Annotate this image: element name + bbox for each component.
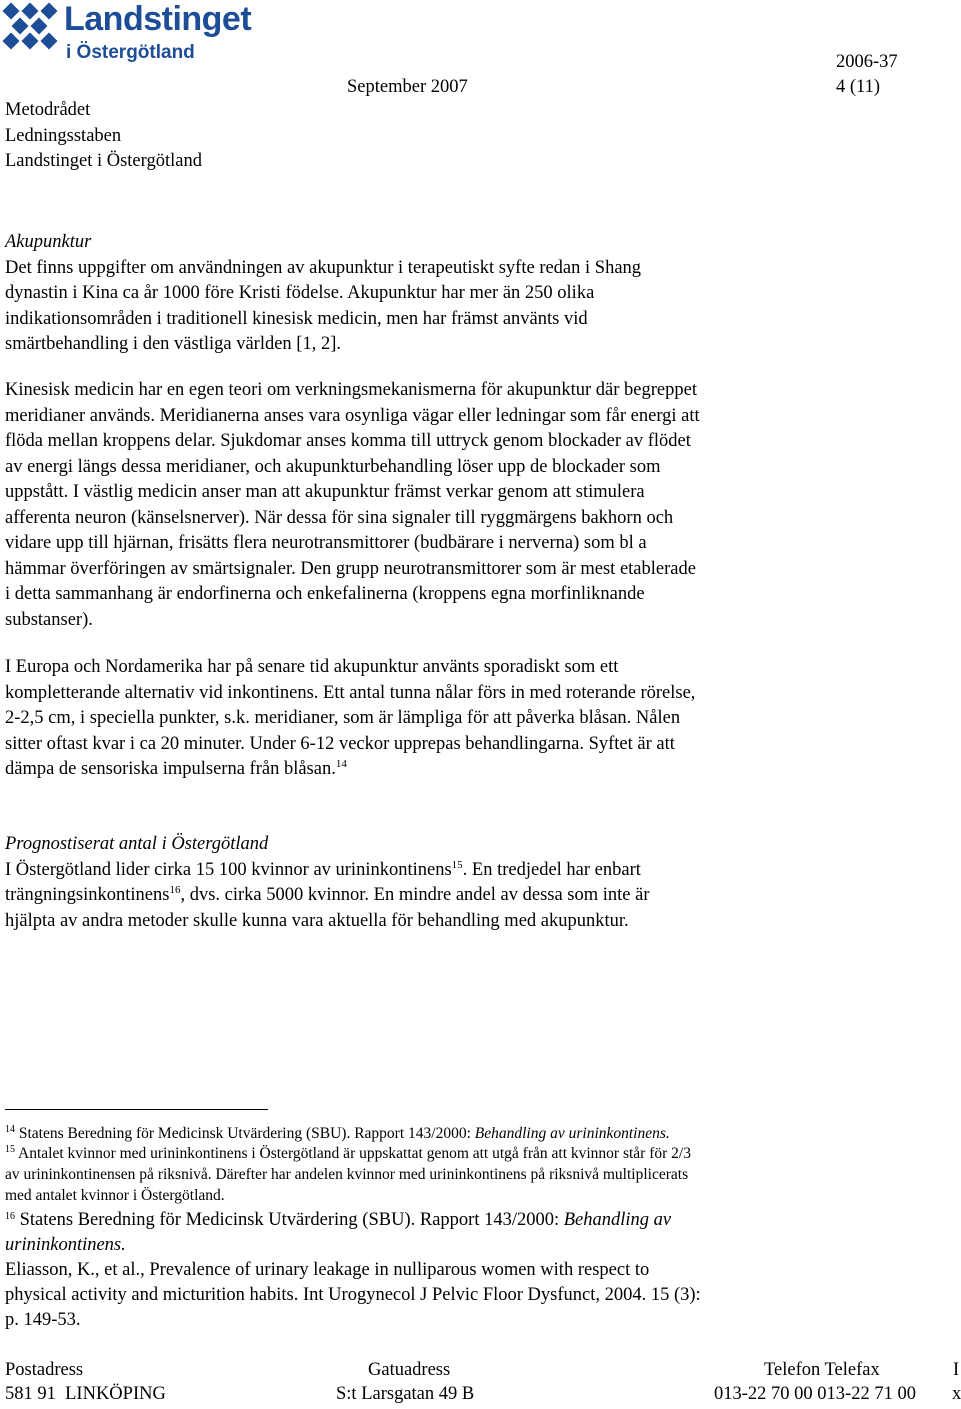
document-number: 2006-37 [836, 52, 898, 72]
footer-gatuadress-value: S:t Larsgatan 49 B [336, 1384, 475, 1404]
paragraph-text: . En tredjedel har enbart [462, 859, 641, 880]
footnote-line [5, 1143, 955, 1164]
footer-postadress-label: Postadress [5, 1360, 84, 1380]
page-number: 4 (11) [836, 77, 881, 97]
paragraph-line: substanser). [5, 609, 93, 630]
footnote-16 [5, 1208, 955, 1333]
org-line-3: Landstinget i Östergötland [5, 151, 202, 171]
footnote-title: Behandling av urininkontinens. [474, 1125, 670, 1142]
reference-line: physical activity and micturition habits. Int Urogynecol J Pelvic Floor Dysfunct, 2004. 15 (3): [5, 1285, 701, 1305]
section-prognos [5, 832, 955, 934]
paragraph-line: sitter oftast kvar i ca 20 minuter. Under 6-12 veckor upprepas behandlingarna. Syftet är att [5, 733, 675, 754]
footnote-separator [5, 1109, 268, 1110]
footnote-ref[interactable]: 16 [169, 884, 181, 896]
paragraph-line: hjälpta av andra metoder skulle kunna vara aktuella för behandling med akupunktur. [5, 910, 629, 931]
footer-telefon-label: Telefon Telefax [764, 1360, 880, 1380]
paragraph-line: 2-2,5 cm, i speciella punkter, s.k. meridianer, som är lämpliga för att påverka blåsan. Nålen [5, 708, 681, 728]
document-date: September 2007 [347, 77, 468, 97]
footnote-line [5, 1208, 955, 1233]
paragraph-line [5, 858, 955, 884]
paragraph-line: i detta sammanhang är endorfinerna och enkefalinerna (kroppens egna morfinliknande [5, 584, 645, 604]
footer-cut-value: x [952, 1384, 961, 1404]
paragraph-line: Kinesisk medicin har en egen teori om verkningsmekanismerna för akupunktur där begreppet [5, 380, 697, 400]
footnote-title: Behandling av [563, 1210, 672, 1230]
paragraph-text: dämpa de sensoriska impulserna från blåsan. [5, 759, 336, 779]
footer-gatuadress-label: Gatuadress [368, 1360, 451, 1380]
paragraph-line: smärtbehandling i den västliga världen [1, 2]. [5, 334, 341, 354]
footnote-15 [5, 1143, 955, 1206]
paragraph-mechanism [5, 378, 955, 633]
footnote-line: av urininkontinensen på riksnivå. Därefter har andelen kvinnor med urininkontinens på riksnivå multiplicerats [5, 1166, 689, 1183]
paragraph-line: kompletterande alternativ vid inkontinens. Ett antal tunna nålar förs in med roterande rörelse, [5, 682, 696, 703]
org-line-2: Ledningsstaben [5, 126, 122, 146]
paragraph-line: av energi längs dessa meridianer, och akupunkturbehandling löser upp de blockader som [5, 456, 661, 477]
reference-line: Eliasson, K., et al., Prevalence of urinary leakage in nulliparous women with respect to [5, 1260, 650, 1280]
section-heading: Prognostiserat antal i Östergötland [5, 834, 269, 854]
footnote-ref[interactable]: 15 [451, 858, 463, 871]
footnote-text: Statens Beredning för Medicinsk Utvärdering (SBU). Rapport 143/2000: [15, 1210, 564, 1230]
paragraph-line: meridianer används. Meridianerna anses vara osynliga vägar eller ledningar som får energi att [5, 405, 700, 426]
paragraph-line: I Europa och Nordamerika har på senare tid akupunktur använts sporadiskt som ett [5, 657, 619, 677]
footnote-line: med antalet kvinnor i Östergötland. [5, 1187, 225, 1204]
paragraph-line [5, 757, 955, 783]
paragraph-line: dynastin i Kina ca år 1000 före Kristi födelse. Akupunktur har mer än 250 olika [5, 283, 595, 303]
paragraph-line: vidare upp till hjärnan, frisätts flera neurotransmittorer (budbärare i nerverna) som bl a [5, 533, 647, 553]
paragraph-text: trängningsinkontinens [5, 885, 170, 905]
footnote-ref[interactable]: 14 [335, 758, 347, 770]
footer-postadress-value: 581 91 LINKÖPING [5, 1384, 166, 1404]
footnote-number: 15 [5, 1144, 15, 1155]
paragraph-text: I Östergötland lider cirka 15 100 kvinnor av urininkontinens [5, 859, 452, 880]
section-akupunktur [5, 230, 955, 358]
paragraph-text: , dvs. cirka 5000 kvinnor. En mindre andel av dessa som inte är [180, 885, 650, 905]
section-heading: Akupunktur [5, 232, 92, 252]
footnote-14 [5, 1123, 955, 1144]
paragraph-line: flöda mellan kroppens delar. Sjukdomar anses komma till uttryck genom blockader av flödet [5, 431, 691, 451]
footer-cut-label: I [953, 1360, 960, 1380]
logo-name: Landstinget [64, 0, 252, 38]
logo-emblem-icon [2, 2, 60, 60]
logo-subtitle: i Östergötland [66, 42, 195, 63]
paragraph-line: Det finns uppgifter om användningen av akupunktur i terapeutiskt syfte redan i Shang [5, 257, 642, 278]
paragraph-line: hämmar överföringen av smärtsignaler. Den grupp neurotransmittorer som är mest etablerade [5, 558, 696, 579]
footnote-number: 16 [5, 1211, 15, 1222]
paragraph-line: uppstått. I västlig medicin anser man att akupunktur främst verkar genom att stimulera [5, 482, 645, 502]
paragraph-line: indikationsområden i traditionell kinesisk medicin, men har främst använts vid [5, 308, 588, 329]
footnote-number: 14 [5, 1124, 15, 1135]
paragraph-europe [5, 655, 955, 783]
paragraph-line: afferenta neuron (känselsnerver). När dessa för sina signaler till ryggmärgens bakhorn och [5, 507, 674, 528]
footer-telefon-value: 013-22 70 00 013-22 71 00 [714, 1384, 916, 1404]
landstinget-logo [2, 2, 282, 68]
footnote-line: urininkontinens. [5, 1235, 126, 1255]
footnote-text: Statens Beredning för Medicinsk Utvärdering (SBU). Rapport 143/2000: [15, 1125, 475, 1142]
paragraph-line [5, 883, 955, 909]
org-line-1: Metodrådet [5, 100, 91, 120]
footnote-text: Antalet kvinnor med urininkontinens i Östergötland är uppskattat genom att utgå från att kvinnor står för 2/3 [15, 1145, 691, 1162]
reference-line: p. 149-53. [5, 1310, 81, 1330]
